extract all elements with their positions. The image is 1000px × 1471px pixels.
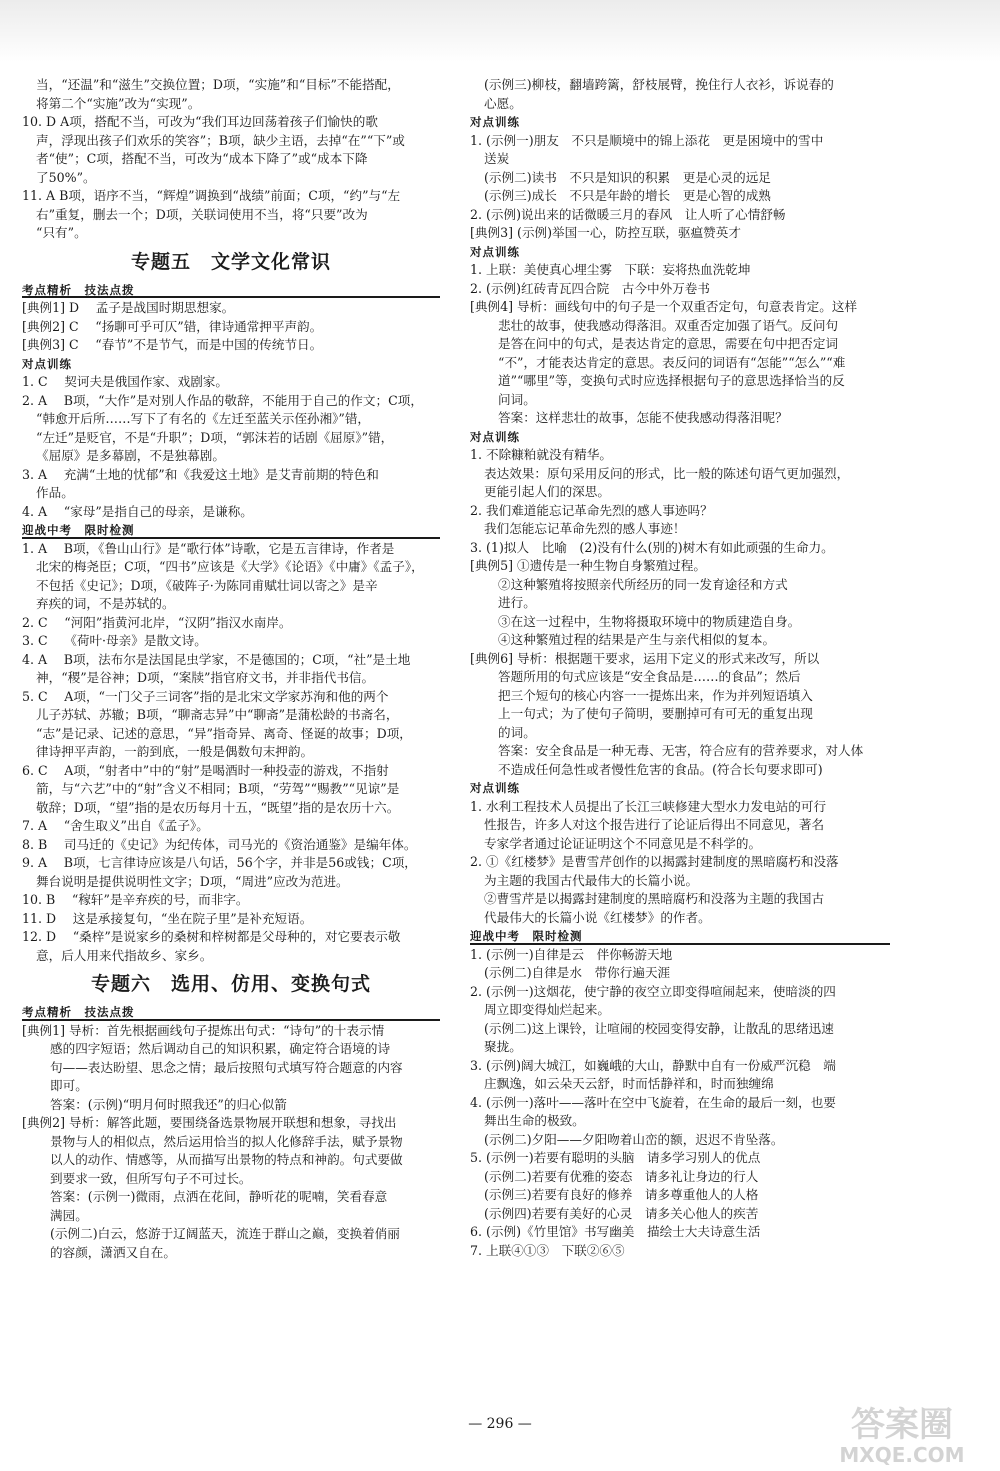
text-line: 表达效果：原句采用反问的形式，比一般的陈述句语气更加强烈， (484, 465, 850, 481)
text-line: 者“使”；C项，搭配不当，可改为“成本下降了”或“成本下降 (36, 151, 368, 166)
text-line: 是答在问中的句式，是表达肯定的意思，需要在句中把否定词 (498, 336, 839, 351)
text-line: 11. A B项，语序不当，“辉煌”调换到“战绩”前面；C项，“约”与“左 (22, 188, 401, 203)
text-line: 弃疾的词，不是苏轼的。 (36, 596, 175, 611)
text-line: 2. ①《红楼梦》是曹雪芹创作的以揭露封建制度的黑暗腐朽和没落 (470, 854, 839, 869)
text-line: 9. A B项，七言律诗应该是八句话，56个字，并非是56或钱；C项， (22, 855, 417, 870)
text-line: 的容颜，潇洒又自在。 (50, 1244, 176, 1260)
text-line: (示例四)若要有美好的心灵 请多关心他人的疾苦 (484, 1205, 759, 1221)
text-line: 庄飘逸，如云朵天云舒，时而恬静祥和，时而独缠绵 (484, 1076, 774, 1091)
text-line: “韩愈开后所……写下了有名的《左迁至蓝关示侄孙湘》”错， (36, 411, 371, 426)
section-heading: 专题六 选用、仿用、变换句式 (90, 973, 371, 995)
subsection-label: 考点精析 技法点拨 (22, 1003, 440, 1022)
text-line: 6. (示例)《竹里馆》书写幽美 描绘士大夫诗意生活 (470, 1224, 761, 1239)
text-line: 7. A “舍生取义”出自《孟子》。 (22, 818, 209, 833)
text-line: [典例3] C “春节”不是节气，而是中国的传统节日。 (22, 337, 323, 352)
text-line: 3. C 《荷叶·母亲》是散文诗。 (22, 633, 207, 648)
text-line: 景物与人的相似点，然后运用恰当的拟人化修辞手法，赋予景物 (50, 1133, 403, 1149)
text-line: 不造成任何急性或者慢性危害的食品。(符合长句要求即可) (498, 761, 823, 777)
watermark-logo (816, 1400, 988, 1468)
text-line: 道”“哪里”等，变换句式时应选择根据句子的意思选择恰当的反 (498, 373, 845, 388)
text-line: “左迁”是贬官，不是“升职”；D项，“郭沫若的话剧《屈原》”错， (36, 429, 394, 445)
text-line: 舞台说明是提供说明性文字；D项，“周进”应改为范进。 (36, 873, 349, 889)
subsection-label: 迎战中考 限时检测 (22, 521, 440, 540)
text-line: 即可。 (50, 1078, 88, 1093)
text-line: “不”，才能表达肯定的意思。表反问的词语有“怎能”“怎么”“难 (498, 354, 846, 370)
text-line: 10. D A项，搭配不当，可改为“我们耳边回荡着孩子们愉快的歌 (22, 114, 378, 129)
text-line: 1. (示例一)朋友 不只是顺境中的锦上添花 更是困境中的雪中 (470, 132, 824, 148)
text-line: (示例三)成长 不只是年龄的增长 更是心智的成熟 (484, 188, 771, 203)
subsection-label: 对点训练 (22, 356, 72, 371)
text-line: 答案：这样悲壮的故事，怎能不使我感动得落泪呢？ (498, 410, 788, 425)
text-line: (示例二)夕阳——夕阳吻着山峦的额，迟迟不肯坠落。 (484, 1131, 784, 1147)
text-line: 《屈原》是多幕剧，不是独幕剧。 (36, 448, 225, 463)
text-line: 周立即变得灿烂起来。 (484, 1002, 610, 1017)
text-line: 了50%”。 (36, 169, 96, 185)
text-line: (示例二)读书 不只是知识的积累 更是心灵的远足 (484, 169, 771, 185)
text-line: [典例6] 导析：根据题干要求，运用下定义的形式来改写，所以 (470, 650, 820, 666)
text-line: 把三个短句的核心内容一一提炼出来，作为并列短语填入 (498, 687, 813, 703)
text-line: (示例三)若要有良好的修养 请多尊重他人的人格 (484, 1187, 759, 1202)
text-line: 到要求一致，但所写句子不可过长。 (50, 1170, 252, 1186)
text-line: 不包括《史记》；D项，《破阵子·为陈同甫赋壮词以寄之》是辛 (36, 577, 378, 593)
text-line: 声，浮现出孩子们欢乐的笑容”；B项，缺少主语，去掉“在”“下”或 (36, 132, 405, 148)
text-line: (示例二)若要有优雅的姿态 请多礼让身边的行人 (484, 1168, 759, 1184)
scan-top-band (0, 0, 1000, 62)
text-line: [典例1] D 孟子是战国时期思想家。 (22, 300, 235, 315)
text-line: 我们怎能忘记革命先烈的感人事迹！ (484, 521, 686, 536)
text-line: 以人的动作、情感等，从而描写出景物的特点和神韵。句式要做 (50, 1152, 403, 1167)
text-line: 1. A B项，《鲁山山行》是“歌行体”诗歌，它是五言律诗，作者是 (22, 540, 395, 556)
text-line: 答案：(示例一)微雨，点洒在花间，静听花的呢喃，笑看春意 (50, 1189, 388, 1204)
text-line: 神，“稷”是谷神；D项，“案牍”指官府文书，并非指代书信。 (36, 670, 375, 685)
watermark-url: MXQE.COM (839, 1443, 965, 1467)
text-line: 将第二个“实施”改为“实现”。 (36, 95, 201, 111)
text-line: 当，“还温”和“滋生”交换位置；D项，“实施”和“目标”不能搭配， (36, 77, 400, 92)
text-line: 5. (示例一)若要有聪明的头脑 请多学习别人的优点 (470, 1150, 761, 1165)
subsection-label: 考点精析 技法点拨 (22, 281, 440, 300)
text-line: 感的四字短语；然后调动自己的知识积累，确定符合语境的诗 (50, 1041, 391, 1056)
text-line: 作品。 (36, 485, 74, 500)
text-line: 7. 上联④①③ 下联②⑥⑤ (470, 1242, 625, 1258)
text-line: 北宋的梅尧臣；C项，“四书”应该是《大学》《论语》《中庸》《孟子》， (36, 559, 424, 574)
text-line: 聚拢。 (484, 1039, 522, 1054)
text-line: 意，后人用来代指故乡、家乡。 (36, 947, 213, 963)
text-line: ②这种繁殖将按照亲代所经历的同一发育途径和方式 (498, 576, 788, 592)
right-column (470, 76, 890, 1411)
text-line: 2. (示例)说出来的话微暖三月的春风 让人听了心情舒畅 (470, 206, 786, 222)
text-line: 敬辞；D项，“望”指的是农历每月十五，“既望”指的是农历十六。 (36, 799, 400, 815)
subsection-label: 对点训练 (470, 781, 520, 795)
text-line: 右”重复，删去一个；D项，关联词使用不当，将“只要”改为 (36, 206, 368, 222)
text-line: 为主题的我国古代最伟大的长篇小说。 (484, 872, 699, 888)
text-line: 律诗押平声韵，一韵到底，一般是偶数句末押韵。 (36, 744, 314, 759)
text-line: [典例3] (示例)举国一心，防控互联，驱瘟赞英才 (470, 225, 741, 240)
subsection-label: 对点训练 (470, 244, 520, 259)
text-line: (示例二)白云，悠游于辽阔蓝天，流连于群山之巅，变换着俏丽 (50, 1226, 400, 1241)
text-line: 2. A B项，“大作”是对别人作品的敬辞，不能用于自己的作文；C项， (22, 392, 423, 408)
text-line: (示例三)柳枝，翻墙跨篱，舒枝展臂，挽住行人衣衫，诉说春的 (484, 77, 834, 92)
text-line: (示例二)这上课铃，让喧闹的校园变得安静，让散乱的思绪迅速 (484, 1020, 834, 1036)
subsection-label: 对点训练 (470, 429, 520, 444)
text-line: 4. A “家母”是指自己的母亲，是谦称。 (22, 503, 253, 519)
text-line: 答案：(示例)“明月何时照我还”的归心似箭 (50, 1096, 287, 1112)
text-line: (示例二)自律是水 带你行遍天涯 (484, 965, 671, 980)
text-line: 3. (1)拟人 比喻 (2)没有什么(别的)树木有如此顽强的生命力。 (470, 539, 834, 555)
text-line: 的词。 (498, 724, 536, 740)
text-line: [典例5] ①遗传是一种生物自身繁殖过程。 (470, 558, 706, 573)
page-number: — 296 — (468, 1416, 532, 1432)
text-line: 3. A 充满“土地的忧郁”和《我爱这土地》是艾青前期的特色和 (22, 466, 379, 482)
text-line: “志”是记录、记述的意思，“异”指奇异、离奇、怪诞的故事；D项， (36, 725, 412, 741)
text-line: 3. (示例)阔大城江，如巍峨的大山，静默中自有一份威严沉稳 端 (470, 1057, 836, 1073)
text-line: [典例1] 导析：首先根据画线句子提炼出句式：“诗句”的十表示情 (22, 1022, 385, 1038)
watermark-main: 答案圈 (851, 1405, 953, 1445)
text-line: 舞出生命的极致。 (484, 1113, 585, 1128)
text-line: ④这种繁殖过程的结果是产生与亲代相似的复本。 (498, 632, 776, 647)
text-line: 4. A B项，法布尔是法国昆虫学家，不是德国的；C项，“社”是土地 (22, 651, 411, 667)
text-line: “只有”。 (36, 225, 87, 240)
text-line: 6. C A项，“射者中”中的“射”是喝酒时一种投壶的游戏，不指射 (22, 762, 389, 778)
text-line: 进行。 (498, 595, 536, 610)
section-heading: 专题五 文学文化常识 (130, 250, 331, 273)
text-line: [典例2] C “扬聊可乎可仄”错，律诗通常押平声韵。 (22, 318, 323, 334)
text-line: 8. B 司马迁的《史记》为纪传体，司马光的《资治通鉴》是编年体。 (22, 836, 417, 852)
left-column (22, 76, 440, 1411)
text-line: 悲壮的故事，使我感动得落泪。双重否定加强了语气。反问句 (498, 317, 839, 333)
text-line: 箭，与“六艺”中的“射”含义不相同；B项，“劳驾”“赐教”“见谅”是 (36, 781, 400, 796)
text-line: 句——表达盼望、思念之情；最后按照句式填写符合题意的内容 (50, 1059, 403, 1075)
text-line: 满园。 (50, 1207, 88, 1223)
text-line: ③在这一过程中，生物将摄取环境中的物质建造自身。 (498, 613, 801, 629)
text-line: 11. D 这是承接复句，“坐在院子里”是补充短语。 (22, 910, 313, 926)
text-line: 1. 水利工程技术人员提出了长江三峡修建大型水力发电站的可行 (470, 798, 827, 814)
text-line: 1. (示例一)自律是云 伴你畅游天地 (470, 946, 673, 962)
text-line: 2. 我们难道能忘记革命先烈的感人事迹吗？ (470, 502, 713, 518)
text-line: 答题所用的句式应该是“安全食品是……的食品”；然后 (498, 669, 801, 684)
text-line: 更能引起人们的深思。 (484, 484, 610, 499)
text-line: 1. C 契诃夫是俄国作家、戏剧家。 (22, 374, 228, 389)
text-line: 心愿。 (484, 95, 522, 111)
text-line: ②曹雪芹是以揭露封建制度的黑暗腐朽和没落为主题的我国古 (484, 891, 825, 906)
text-line: 性报告，许多人对这个报告进行了论证后得出不同意见，著名 (484, 817, 825, 832)
text-line: 送炭 (484, 151, 510, 166)
text-line: 5. C A项，“一门父子三词客”指的是北宋文学家苏洵和他的两个 (22, 688, 389, 704)
subsection-label: 迎战中考 限时检测 (470, 927, 890, 946)
text-line: 10. B “稼轩”是辛弃疾的号，而非字。 (22, 892, 249, 907)
text-line: 4. (示例一)落叶——落叶在空中飞旋着，在生命的最后一刻，也要 (470, 1094, 836, 1110)
text-line: [典例2] 导析：解答此题，要围绕备选景物展开联想和想象，寻找出 (22, 1115, 397, 1130)
text-line: 2. (示例一)这烟花，使宁静的夜空立即变得喧闹起来，使暗淡的四 (470, 983, 836, 999)
text-line: 1. 不除糠粕就没有精华。 (470, 447, 612, 462)
text-line: 12. D “桑梓”是说家乡的桑树和梓树都是父母种的，对它要表示敬 (22, 929, 401, 944)
text-line: 2. C “河阳”指黄河北岸，“汉阴”指汉水南岸。 (22, 614, 292, 630)
text-line: 专家学者通过论证证明这个不同意见是不科学的。 (484, 835, 762, 851)
text-line: 代最伟大的长篇小说《红楼梦》的作者。 (484, 909, 711, 925)
subsection-label: 对点训练 (470, 115, 520, 129)
text-line: 1. 上联：美使真心埋尘雾 下联：妄将热血洗乾坤 (470, 262, 751, 277)
text-line: 儿子苏轼、苏辙；B项，“聊斋志异”中“聊斋”是蒲松龄的书斋名， (36, 707, 399, 722)
text-line: 上一句式；为了使句子简明，要删掉可有可无的重复出现 (498, 706, 813, 721)
text-line: 答案：安全食品是一种无毒、无害，符合应有的营养要求，对人体 (498, 743, 864, 758)
text-line: 问词。 (498, 391, 536, 407)
text-line: [典例4] 导析：画线句中的句子是一个双重否定句，句意表肯定。这样 (470, 299, 858, 314)
text-line: 2. (示例)红砖青瓦四合院 古今中外万卷书 (470, 280, 710, 296)
